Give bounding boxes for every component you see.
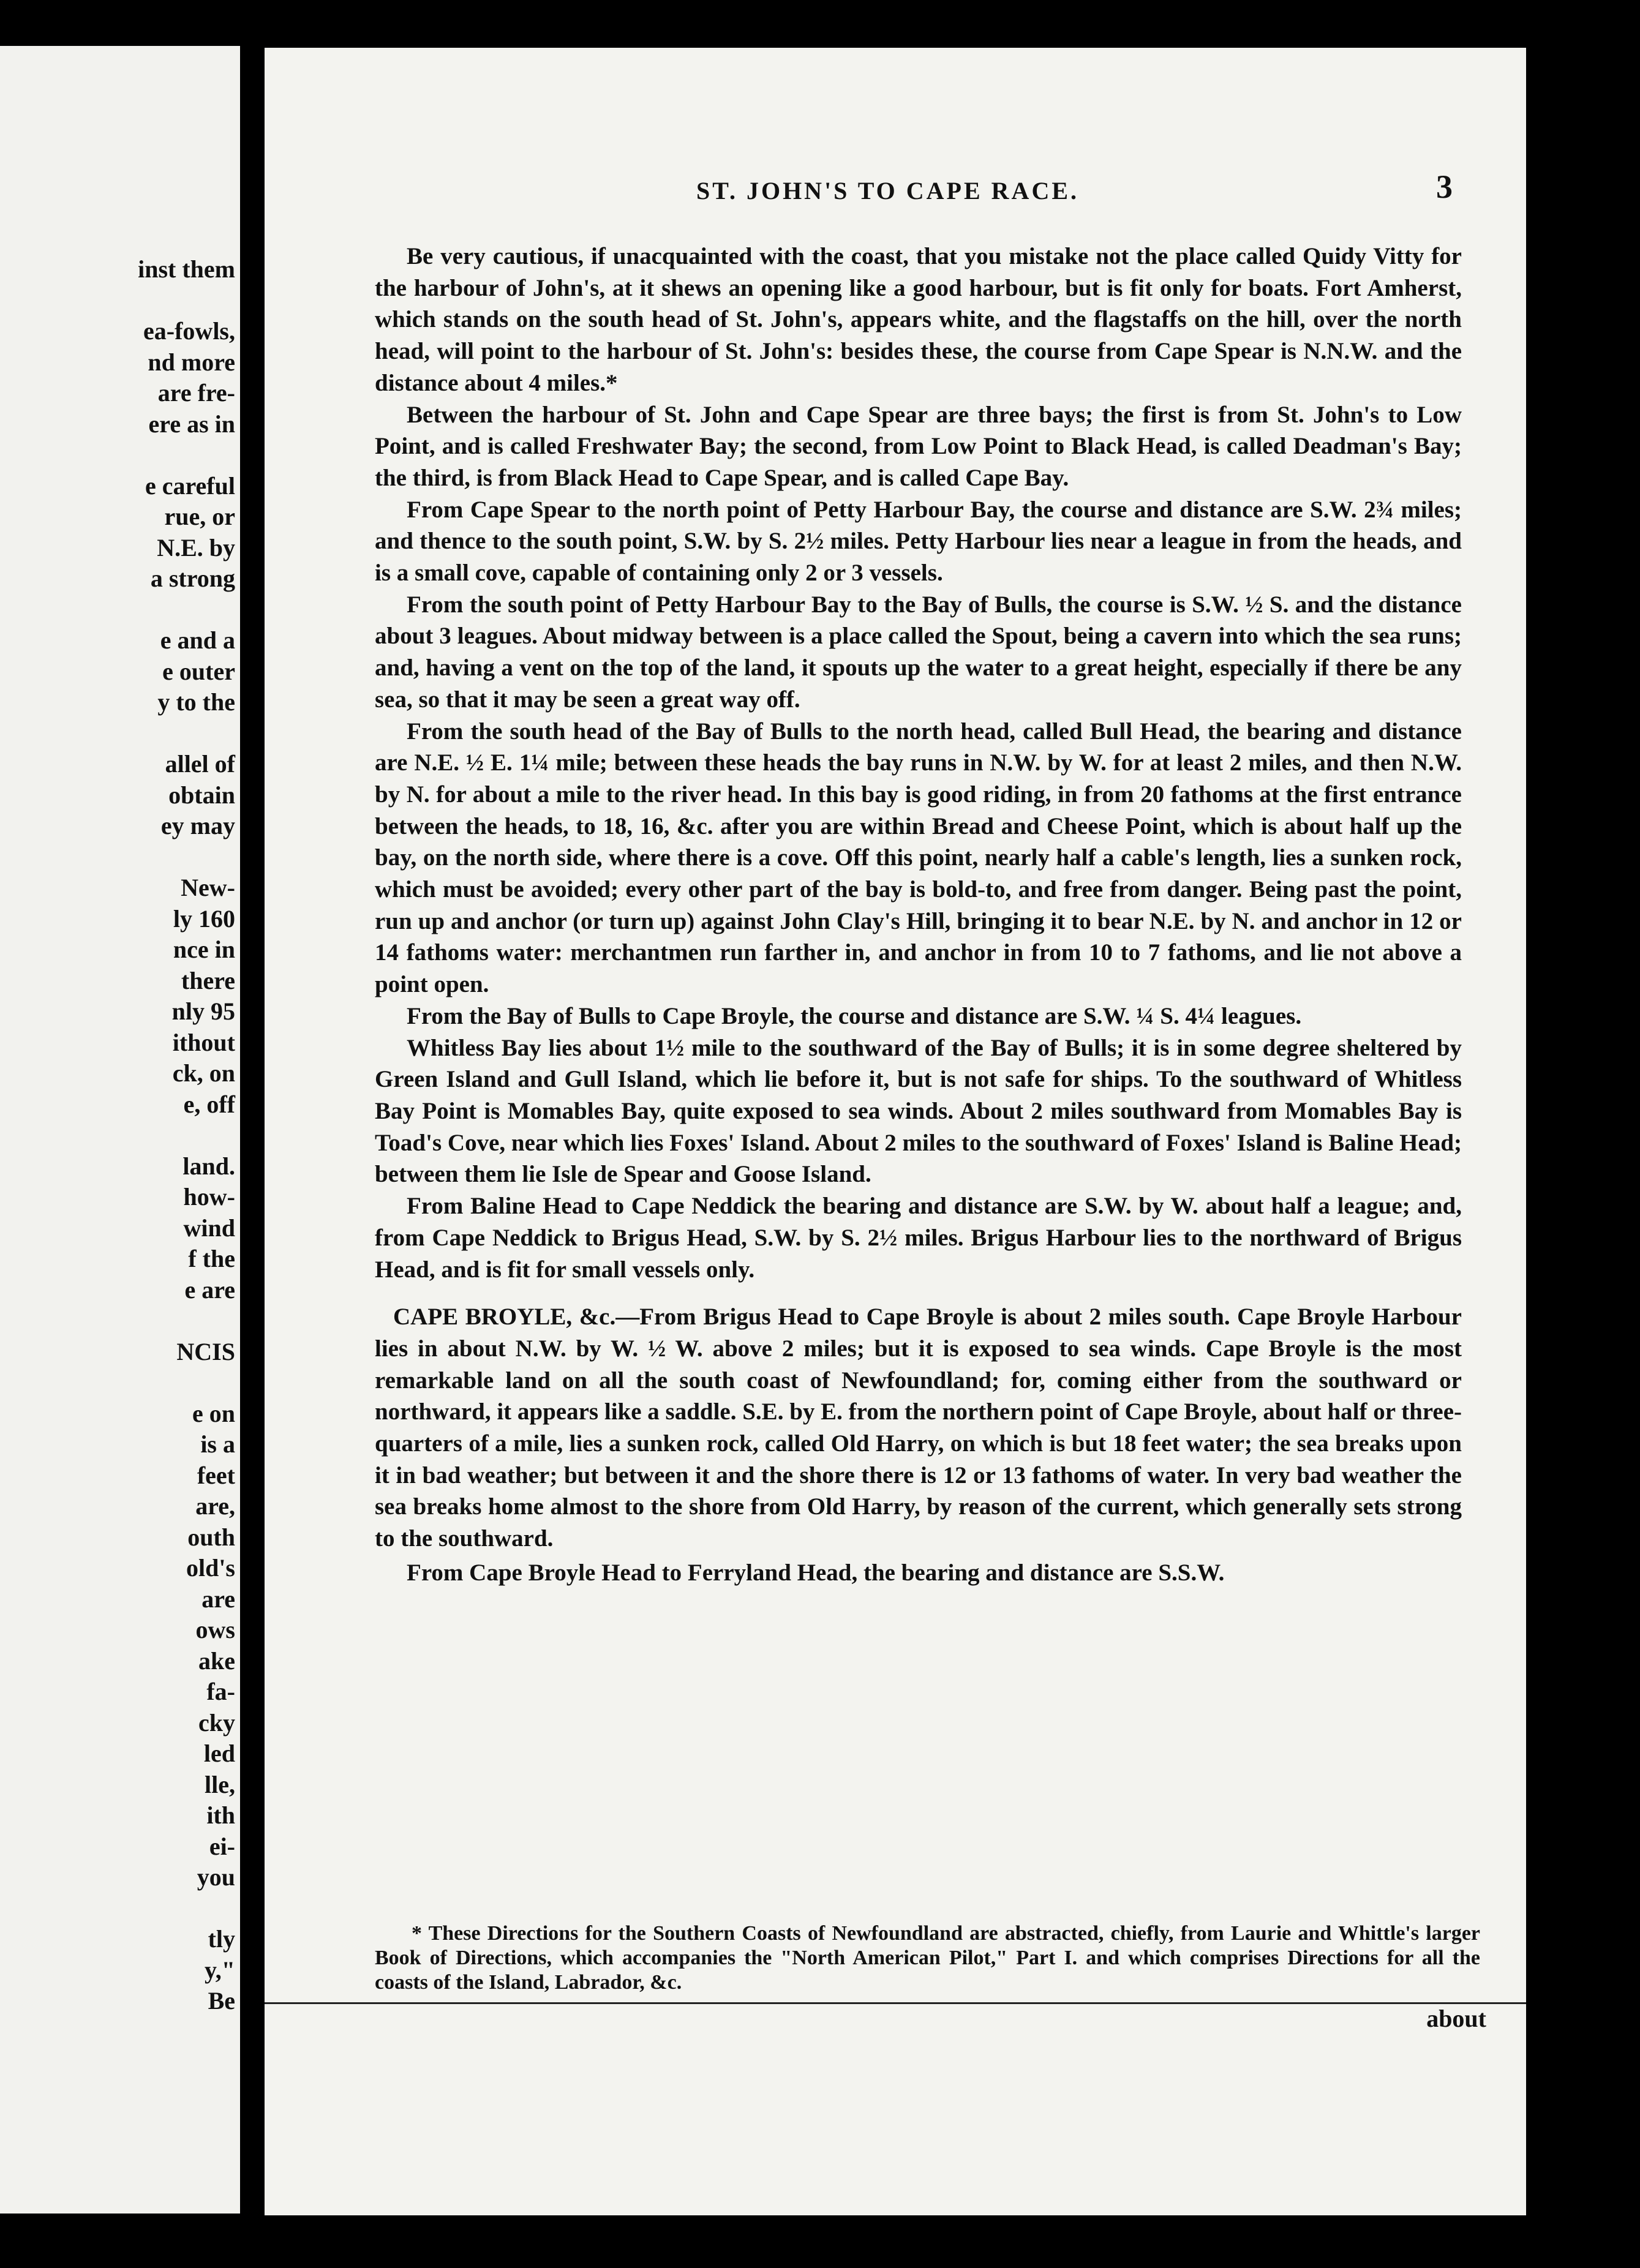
facing-page-line: fa-: [206, 1678, 235, 1705]
facing-page-line: wind: [183, 1214, 235, 1242]
paragraph-quidy-vitty: Be very cautious, if unacquainted with the coast, that you mistake not the place called Quidy Vitty for the harbour of John's, at it shews an opening like a good harbour, but is fit only for boats. Fort Amherst, which stands on the south head of St. John's, appears white, and the flagstaffs on the hill, over the north head, will point to the harbour of St. John's: besides these, the course from Cape Spear is N.N.W. and the distance about 4 miles.*: [375, 243, 1462, 396]
facing-page-line: ly 160: [173, 904, 235, 933]
paragraph-whitless-bay: Whitless Bay lies about 1½ mile to the southward of the Bay of Bulls; it is in some degree sheltered by Green Island and Gull Island, which lie before it, but is not safe for ships. To the southward of Whitless Bay Point is Momables Bay, quite exposed to sea winds. About 2 miles southward from Momables Bay is Toad's Cove, near which lies Foxes' Island. About 2 miles to the southward of Foxes' Island is Baline Head; between them lie Isle de Spear and Goose Island.: [375, 1034, 1462, 1188]
paragraph-ferryland: From Cape Broyle Head to Ferryland Head, the bearing and distance are S.S.W.: [407, 1559, 1225, 1586]
facing-page-line: land.: [182, 1152, 235, 1180]
facing-page-line: obtain: [168, 781, 235, 809]
paragraph-petty-harbour: From Cape Spear to the north point of Petty Harbour Bay, the course and distance are S.W. 2¾ miles; and thence to the south point, S.W. by S. 2½ miles. Petty Harbour lies near a league in from the heads, and is a small cove, capable of containing only 2 or 3 vessels.: [375, 496, 1462, 587]
facing-page-line: ck, on: [172, 1059, 235, 1087]
facing-page-line: y,": [205, 1956, 235, 1984]
facing-page-line: ey may: [160, 812, 235, 839]
paragraph-bay-of-bulls: From the south head of the Bay of Bulls to the north head, called Bull Head, the bearing and distance are N.E. ½ E. 1¼ mile; between these heads the bay runs in N.W. by W. for at least 2 miles, and then N.W. by N. for about a mile to the river head. In this bay is good riding, in from 20 fathoms at the first entrance between the heads, to 18, 16, &c. after you are within Bread and Cheese Point, which is about half up the bay, on the north side, where there is a cove. Off this point, nearly half a cable's length, lies a sunken rock, which must be avoided; every other part of the bay is bold-to, and free from danger. Being past the point, run up and anchor (or turn up) against John Clay's Hill, bringing it to bear N.E. by N. and anchor in 12 or 14 fathoms water: merchantmen run farther in, and anchor in from 10 to 7 fathoms, and lie not above a point open.: [375, 718, 1462, 998]
facing-page-line: ith: [206, 1801, 235, 1829]
facing-page-line: feet: [197, 1461, 235, 1489]
page-number: 3: [1436, 168, 1453, 205]
facing-page-line: e outer: [162, 657, 235, 685]
facing-page-line: ows: [195, 1616, 235, 1643]
facing-page-line: f the: [188, 1245, 235, 1272]
facing-page-line: how-: [183, 1183, 235, 1211]
paragraph-brigus: From Baline Head to Cape Neddick the bearing and distance are S.W. by W. about half a league; and, from Cape Neddick to Brigus Head, S.W. by S. 2½ miles. Brigus Harbour lies to the northward of Brigus Head, and is fit for small vessels only.: [375, 1193, 1462, 1283]
facing-page-line: led: [203, 1740, 235, 1767]
scan-border: [1526, 0, 1640, 2268]
facing-page-line: is a: [200, 1430, 235, 1458]
book-gutter: [240, 0, 265, 2268]
facing-page-line: a strong: [150, 565, 235, 592]
body-text: [375, 241, 1462, 1589]
facing-page-line: ake: [198, 1647, 235, 1675]
facing-page-line: are fre-: [157, 379, 235, 407]
facing-page-line: are,: [195, 1492, 235, 1520]
facing-page-line: New-: [181, 874, 235, 901]
facing-page-line: nd more: [148, 348, 235, 376]
facing-page-line: allel of: [165, 750, 235, 778]
facing-page-line: tly: [208, 1925, 235, 1953]
facing-page-line: e on: [192, 1399, 235, 1427]
footnote: [375, 1921, 1480, 1995]
facing-page-line: lle,: [205, 1770, 235, 1798]
paragraph-to-cape-broyle: From the Bay of Bulls to Cape Broyle, the course and distance are S.W. ¼ S. 4¼ leagues.: [407, 1002, 1302, 1029]
facing-page-line: inst them: [138, 255, 235, 283]
facing-page-fragment: [0, 46, 240, 2214]
footnote-rule: [265, 2002, 1526, 2004]
facing-page-line: rue, or: [164, 503, 235, 530]
facing-page-line: e careful: [145, 471, 235, 500]
running-head: ST. JOHN'S TO CAPE RACE.: [696, 177, 1080, 205]
facing-page-line: e are: [184, 1275, 235, 1304]
facing-page-line: there: [181, 966, 235, 994]
facing-page-line: cky: [198, 1708, 235, 1737]
facing-page-line: ithout: [172, 1028, 235, 1056]
paragraph-three-bays: Between the harbour of St. John and Cape Spear are three bays; the first is from St. John's to Low Point, and is called Freshwater Bay; the second, from Low Point to Black Head, is called Deadman's Bay; the third, is from Black Head to Cape Spear, and is called Cape Bay.: [375, 401, 1462, 491]
facing-page-line: nce in: [173, 936, 235, 963]
facing-page-line: outh: [187, 1523, 235, 1551]
facing-page-line: nly 95: [171, 997, 235, 1025]
facing-page-line: e and a: [160, 626, 235, 654]
book-page: [265, 48, 1526, 2215]
facing-page-line: ere as in: [148, 410, 235, 438]
facing-page-line: NCIS: [176, 1337, 235, 1365]
facing-page-line: ei-: [209, 1832, 235, 1860]
facing-page-line: e, off: [183, 1090, 235, 1118]
facing-page-line: are: [201, 1585, 235, 1613]
facing-page-line: old's: [186, 1554, 235, 1582]
facing-page-line: you: [197, 1863, 235, 1891]
facing-page-line: y to the: [157, 688, 235, 716]
paragraph-spout: From the south point of Petty Harbour Bay to the Bay of Bulls, the course is S.W. ½ S. and the distance about 3 leagues. About midway between is a place called the Spout, being a cavern into which the sea runs; and, having a vent on the top of the land, it spouts up the water to a great height, especially if there be any sea, so that it may be seen a great way off.: [375, 591, 1462, 713]
facing-page-line: N.E. by: [157, 533, 235, 561]
catchword: about: [1426, 2005, 1486, 2032]
footnote-text: * These Directions for the Southern Coasts of Newfoundland are abstracted, chiefly, from Laurie and Whittle's larger Book of Directions, which accompanies the "North American Pilot," Part I. and which comprises Directions for all the coasts of the Island, Labrador, &c.: [375, 1922, 1480, 1994]
facing-page-line: ea-fowls,: [143, 317, 235, 345]
page-header: [265, 168, 1526, 219]
paragraph-cape-broyle-section: CAPE BROYLE, &c.—From Brigus Head to Cape Broyle is about 2 miles south. Cape Broyle Harbour lies in about N.W. by W. ½ W. above 2 miles; but it is exposed to sea winds. Cape Broyle is the most remarkable land on all the south coast of Newfoundland; for, coming either from the southward or northward, it appears like a saddle. S.E. by E. from the northern point of Cape Broyle, about half or three-quarters of a mile, lies a sunken rock, called Old Harry, on which is but 18 feet water; the sea breaks upon it in bad weather; but between it and the shore there is 12 or 13 fathoms of water. In very bad weather the sea breaks home almost to the shore from Old Harry, by reason of the current, which generally sets strong to the southward.: [375, 1304, 1462, 1552]
facing-page-line: Be: [208, 1987, 235, 2015]
